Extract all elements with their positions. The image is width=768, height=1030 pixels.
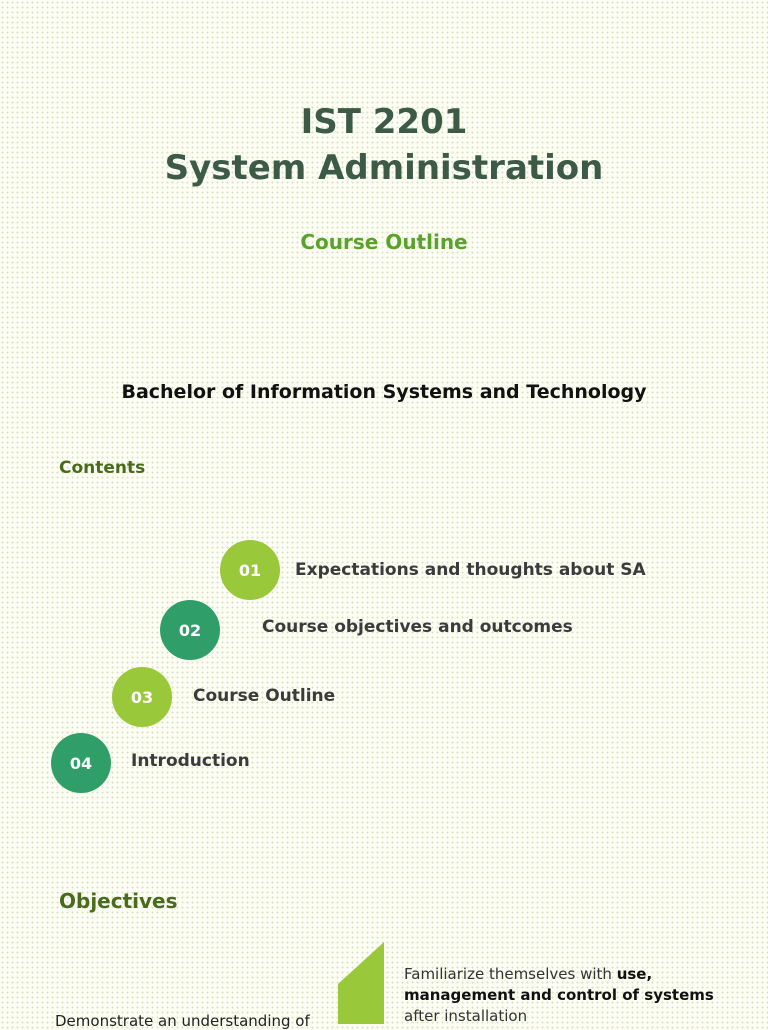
objective-text-right-suffix: after installation <box>404 1007 528 1025</box>
course-code-title: IST 2201 <box>300 102 468 142</box>
contents-item-label-03: Course Outline <box>193 686 336 706</box>
contents-item-number-03: 03 <box>112 667 172 727</box>
contents-item-label-01: Expectations and thoughts about SA <box>295 560 646 580</box>
objective-arrow-shape <box>338 942 384 1024</box>
contents-item-number-04: 04 <box>51 733 111 793</box>
contents-item-number-02: 02 <box>160 600 220 660</box>
course-name-title: System Administration <box>164 148 604 188</box>
objectives-heading: Objectives <box>59 889 178 913</box>
contents-item-label-04: Introduction <box>131 751 250 771</box>
contents-item-number-01: 01 <box>220 540 280 600</box>
contents-heading: Contents <box>59 458 146 478</box>
objective-text-left: Demonstrate an understanding of <box>55 1012 310 1030</box>
objective-text-right-bold: use, management and control of systems <box>404 965 714 1004</box>
objective-text-right-prefix: Familiarize themselves with <box>404 965 617 983</box>
subtitle: Course Outline <box>300 230 468 254</box>
contents-item-label-02: Course objectives and outcomes <box>262 617 573 637</box>
degree-title: Bachelor of Information Systems and Technology <box>121 381 647 403</box>
objective-text-right <box>404 964 734 1027</box>
